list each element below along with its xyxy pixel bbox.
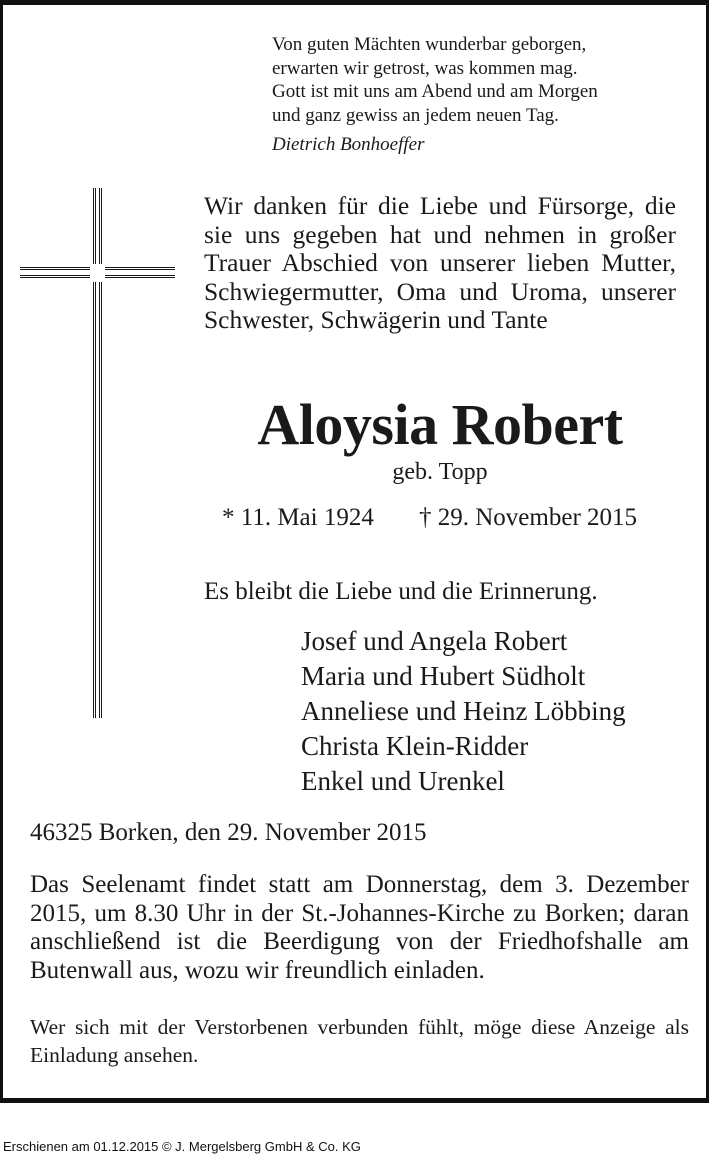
- mourner: Anneliese und Heinz Löbbing: [301, 696, 626, 726]
- thanks-paragraph: Wir danken für die Liebe und Fürsorge, die sie uns gegeben hat und nehmen in großer Trauer Abschied von unserer lieben Mutter, Schwiegermutter, Oma und Uroma, unserer Schwester, Schwägerin und Tante: [204, 191, 676, 335]
- poem-line: Gott ist mit uns am Abend und am Morgen: [272, 81, 598, 102]
- maiden-name: geb. Topp: [392, 459, 488, 485]
- cross-icon: [20, 188, 176, 720]
- birth-date: * 11. Mai 1924: [222, 504, 374, 531]
- poem-line: erwarten wir getrost, was kommen mag.: [272, 57, 578, 79]
- invitation-paragraph: Wer sich mit der Verstorbenen verbunden fühlt, möge diese Anzeige als Einladung ansehen.: [30, 1015, 689, 1067]
- death-date: † 29. November 2015: [419, 504, 638, 531]
- service-paragraph: Das Seelenamt findet statt am Donnerstag, dem 3. Dezember 2015, um 8.30 Uhr in der St.-Johannes-Kirche zu Borken; daran anschließend ist die Beerdigung von der Friedhofshalle am Butenwall aus, wozu wir freundlich einladen.: [30, 871, 689, 984]
- mourner: Christa Klein-Ridder: [301, 731, 529, 761]
- place-date: 46325 Borken, den 29. November 2015: [30, 819, 427, 846]
- mourner: Enkel und Urenkel: [301, 766, 505, 796]
- poem-line: und ganz gewiss an jedem neuen Tag.: [272, 104, 559, 126]
- mourner: Josef und Angela Robert: [301, 626, 568, 656]
- deceased-name: Aloysia Robert: [257, 392, 623, 457]
- poem-author: Dietrich Bonhoeffer: [272, 134, 425, 155]
- poem: [272, 33, 598, 127]
- mourner: Maria und Hubert Südholt: [301, 661, 586, 691]
- publication-footer: Erschienen am 01.12.2015 © J. Mergelsberg GmbH & Co. KG: [3, 1139, 361, 1154]
- motto: Es bleibt die Liebe und die Erinnerung.: [204, 578, 598, 605]
- poem-line: Von guten Mächten wunderbar geborgen,: [272, 34, 587, 55]
- mourners-list: [301, 624, 626, 799]
